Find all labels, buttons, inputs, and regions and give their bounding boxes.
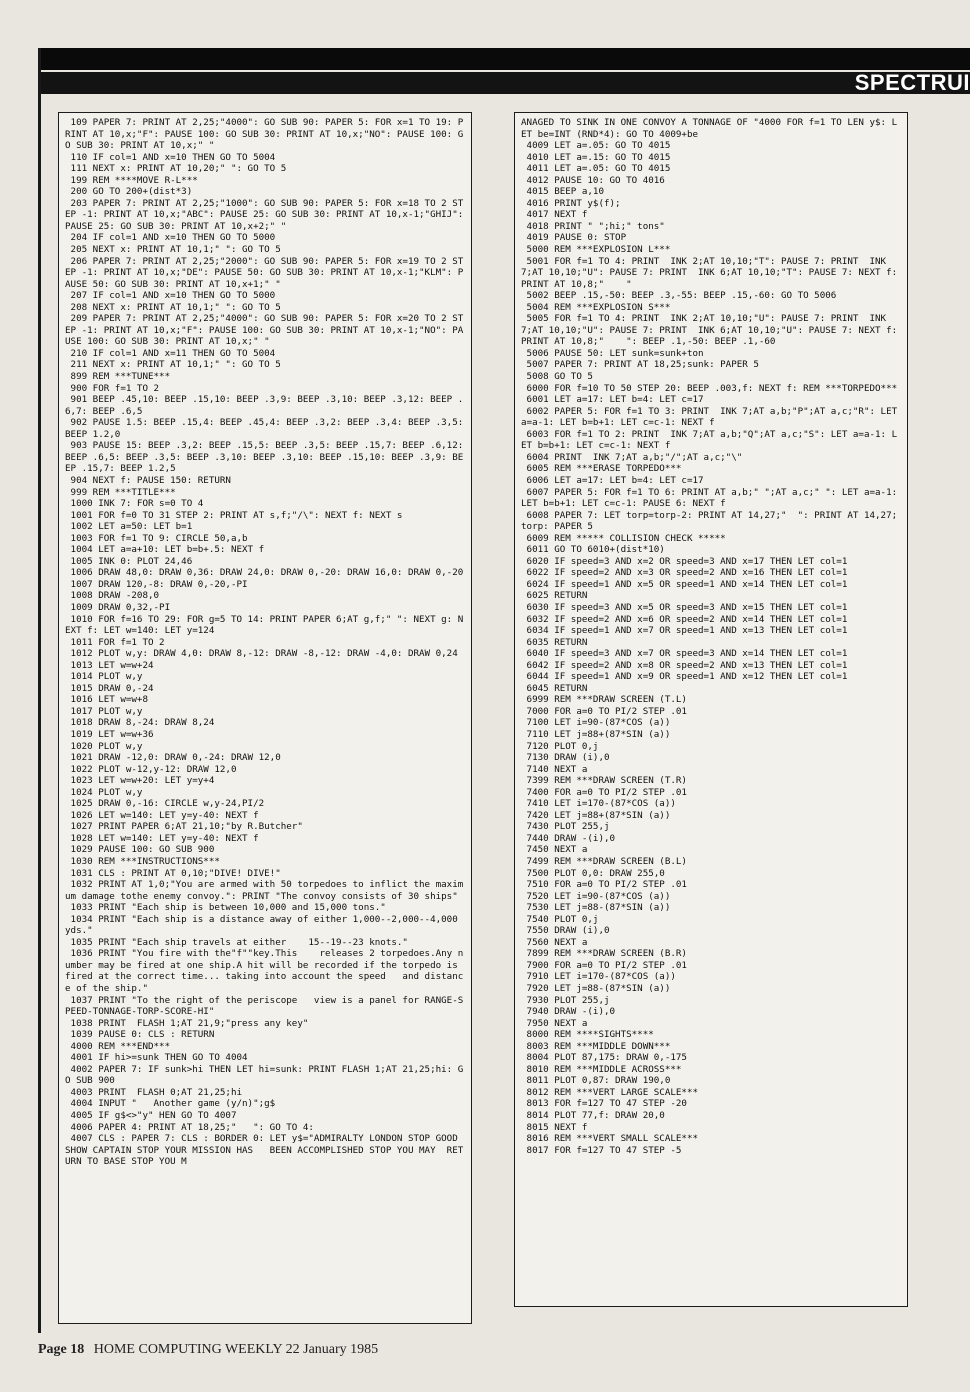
listing-line: 8015 NEXT f xyxy=(521,1121,588,1133)
listing-line: 8014 PLOT 77,f: DRAW 20,0 xyxy=(521,1110,665,1122)
listing-line: 903 PAUSE 15: BEEP .3,2: BEEP .15,5: BEEP .3,5: BEEP .15,7: BEEP .6,12: BEEP .6,5: BEEP .3,5: BEEP .3,10: BEEP .3,10: BEEP .15,10: BEEP .3,9: BEEP .15,7: BEEP 1.2,5 xyxy=(65,440,469,475)
listing-line: 6008 PAPER 7: LET torp=torp-2: PRINT AT 14,27;" ": PRINT AT 14,27;torp: PAPER 5 xyxy=(521,509,898,533)
listing-line: 4012 PAUSE 10: GO TO 4016 xyxy=(521,174,665,186)
listing-line: 4018 PRINT " ";hi;" tons" xyxy=(521,220,665,232)
listing-line: 8004 PLOT 87,175: DRAW 0,-175 xyxy=(521,1052,687,1064)
listing-line: 1028 LET w=140: LET y=y-40: NEXT f xyxy=(65,832,259,844)
listing-line: 6034 IF speed=1 AND x=7 OR speed=1 AND x=13 THEN LET col=1 xyxy=(521,625,848,637)
page-margin-rule xyxy=(38,48,41,1333)
listing-line: 7410 LET i=170-(87*COS (a)) xyxy=(521,798,676,810)
listing-line: 8003 REM ***MIDDLE DOWN*** xyxy=(521,1040,671,1052)
listing-line: 1015 DRAW 0,-24 xyxy=(65,682,154,694)
listing-line: 1022 PLOT w-12,y-12: DRAW 12,0 xyxy=(65,763,237,775)
listing-line: 6022 IF speed=2 AND x=3 OR speed=2 AND x=16 THEN LET col=1 xyxy=(521,567,848,579)
listing-line: 4016 PRINT y$(f); xyxy=(521,197,621,209)
listing-line: 6040 IF speed=3 AND x=7 OR speed=3 AND x=14 THEN LET col=1 xyxy=(521,648,848,660)
listing-line: 5005 FOR f=1 TO 4: PRINT INK 2;AT 10,10;"U": PAUSE 7: PRINT INK 7;AT 10,10;"U": PAUSE 7: PRINT INK 6;AT 10,10;"U": PAUSE 7: NEXT f: PRINT AT 10,8;" ": BEEP .1,-50: BEEP .1,-60 xyxy=(521,313,903,348)
listing-line: 1029 PAUSE 100: GO SUB 900 xyxy=(65,844,215,856)
section-banner xyxy=(38,72,970,94)
listing-line: 7450 NEXT a xyxy=(521,844,588,856)
listing-line: 1001 FOR f=0 TO 31 STEP 2: PRINT AT s,f;"/\": NEXT f: NEXT s xyxy=(65,509,403,521)
listing-line: 6000 FOR f=10 TO 50 STEP 20: BEEP .003,f: NEXT f: REM ***TORPEDO*** xyxy=(521,382,898,394)
listing-line: 4007 CLS : PAPER 7: CLS : BORDER 0: LET y$="ADMIRALTY LONDON STOP GOOD SHOW CAPTAIN STOP YOUR MISSION HAS BEEN ACCOMPLISHED STOP YOU MAY RETURN TO BASE STOP YOU M xyxy=(65,1133,464,1168)
listing-line: 4017 NEXT f xyxy=(521,209,588,221)
listing-line: 1032 PRINT AT 1,0;"You are armed with 50 torpedoes to inflict the maximum damage tothe enemy convoy.": PRINT "The convoy consists of 30 ships" xyxy=(65,879,464,902)
listing-line: 8010 REM ***MIDDLE ACROSS*** xyxy=(521,1063,682,1075)
listing-line: 7430 PLOT 255,j xyxy=(521,821,610,833)
listing-line: 6025 RETURN xyxy=(521,590,588,602)
listing-line: 5006 PAUSE 50: LET sunk=sunk+ton xyxy=(521,347,704,359)
listing-line: 1039 PAUSE 0: CLS : RETURN xyxy=(65,1029,215,1041)
listing-line: 1014 PLOT w,y xyxy=(65,671,143,683)
listing-line: 1013 LET w=w+24 xyxy=(65,659,154,671)
listing-line: 6007 PAPER 5: FOR f=1 TO 6: PRINT AT a,b;" ";AT a,c;" ": LET a=a-1: LET b=b+1: LET c=c-1: PAUSE 6: NEXT f xyxy=(521,486,903,510)
listing-line: 6001 LET a=17: LET b=4: LET c=17 xyxy=(521,394,704,406)
listing-line: 1031 CLS : PRINT AT 0,10;"DIVE! DIVE!" xyxy=(65,867,281,879)
listing-line: 6006 LET a=17: LET b=4: LET c=17 xyxy=(521,474,704,486)
listing-line: 7520 LET i=90-(87*COS (a)) xyxy=(521,890,671,902)
listing-left-column xyxy=(58,112,472,1324)
listing-line: 4015 BEEP a,10 xyxy=(521,186,604,198)
listing-line: 7420 LET j=88+(87*SIN (a)) xyxy=(521,809,671,821)
listing-line: 211 NEXT x: PRINT AT 10,1;" ": GO TO 5 xyxy=(65,359,281,371)
listing-line: 4003 PRINT FLASH 0;AT 21,25;hi xyxy=(65,1086,243,1098)
listing-line: 4006 PAPER 4: PRINT AT 18,25;" ": GO TO 4: xyxy=(65,1121,314,1133)
listing-line: 7550 DRAW (i),0 xyxy=(521,925,610,937)
listing-line: 7540 PLOT 0,j xyxy=(521,913,599,925)
listing-line: 1005 INK 0: PLOT 24,46 xyxy=(65,555,193,567)
listing-line: 7560 NEXT a xyxy=(521,936,588,948)
listing-line: 1000 INK 7: FOR s=0 TO 4 xyxy=(65,498,204,510)
listing-line: 7500 PLOT 0,0: DRAW 255,0 xyxy=(521,867,665,879)
page-number: Page 18 xyxy=(38,1342,85,1357)
listing-line: 6024 IF speed=1 AND x=5 OR speed=1 AND x=14 THEN LET col=1 xyxy=(521,578,848,590)
listing-line: 208 NEXT x: PRINT AT 10,1;" ": GO TO 5 xyxy=(65,301,281,313)
listing-line: 1009 DRAW 0,32,-PI xyxy=(65,601,171,613)
listing-line: 4011 LET a=.05: GO TO 4015 xyxy=(521,163,671,175)
listing-line: 206 PAPER 7: PRINT AT 2,25;"2000": GO SUB 90: PAPER 5: FOR x=19 TO 2 STEP -1: PRINT AT 10,x;"DE": PAUSE 50: GO SUB 30: PRINT AT 10,x-1;"KLM": PAUSE 50: GO SUB 30: PRINT AT 10,x+1;" " xyxy=(65,255,464,290)
listing-line: 1011 FOR f=1 TO 2 xyxy=(65,636,165,648)
listing-line: 6042 IF speed=2 AND x=8 OR speed=2 AND x=13 THEN LET col=1 xyxy=(521,659,848,671)
listing-line: ANAGED TO SINK IN ONE CONVOY A TONNAGE OF "4000 FOR f=1 TO LEN y$: LET be=INT (RND*4): GO TO 4009+be xyxy=(521,117,898,140)
listing-line: 1025 DRAW 0,-16: CIRCLE w,y-24,PI/2 xyxy=(65,798,265,810)
listing-line: 6035 RETURN xyxy=(521,636,588,648)
listing-line: 1002 LET a=50: LET b=1 xyxy=(65,521,193,533)
program-listing-right xyxy=(515,113,907,1156)
listing-line: 4019 PAUSE 0: STOP xyxy=(521,232,627,244)
listing-line: 7140 NEXT a xyxy=(521,763,588,775)
listing-line: 5000 REM ***EXPLOSION L*** xyxy=(521,244,671,256)
listing-line: 8011 PLOT 0,87: DRAW 190,0 xyxy=(521,1075,671,1087)
listing-line: 1012 PLOT w,y: DRAW 4,0: DRAW 8,-12: DRAW -8,-12: DRAW -4,0: DRAW 0,24 xyxy=(65,648,458,660)
listing-line: 7120 PLOT 0,j xyxy=(521,740,599,752)
listing-line: 7400 FOR a=0 TO PI/2 STEP .01 xyxy=(521,786,687,798)
listing-line: 7130 DRAW (i),0 xyxy=(521,752,610,764)
listing-line: 899 REM ***TUNE*** xyxy=(65,371,171,383)
listing-line: 5008 GO TO 5 xyxy=(521,371,593,383)
listing-line: 1038 PRINT FLASH 1;AT 21,9;"press any key" xyxy=(65,1017,309,1029)
listing-line: 205 NEXT x: PRINT AT 10,1;" ": GO TO 5 xyxy=(65,244,281,256)
listing-line: 1030 REM ***INSTRUCTIONS*** xyxy=(65,856,220,867)
listing-line: 900 FOR f=1 TO 2 xyxy=(65,382,160,394)
listing-line: 203 PAPER 7: PRINT AT 2,25;"1000": GO SUB 90: PAPER 5: FOR x=18 TO 2 STEP -1: PRINT AT 10,x;"ABC": PAUSE 25: GO SUB 30: PRINT AT 10,x-1;"GHIJ": PAUSE 25: GO SUB 30: PRINT AT 10,x+2;" " xyxy=(65,197,469,232)
listing-line: 6044 IF speed=1 AND x=9 OR speed=1 AND x=12 THEN LET col=1 xyxy=(521,671,848,683)
listing-line: 7110 LET j=88+(87*SIN (a)) xyxy=(521,728,671,740)
listing-line: 1018 DRAW 8,-24: DRAW 8,24 xyxy=(65,717,215,729)
listing-line: 904 NEXT f: PAUSE 150: RETURN xyxy=(65,474,231,486)
listing-line: 6030 IF speed=3 AND x=5 OR speed=3 AND x=15 THEN LET col=1 xyxy=(521,601,848,613)
listing-line: 4000 REM ***END*** xyxy=(65,1040,171,1052)
program-listing-left xyxy=(59,113,471,1168)
listing-line: 6999 REM ***DRAW SCREEN (T.L) xyxy=(521,694,687,706)
listing-line: 5007 PAPER 7: PRINT AT 18,25;sunk: PAPER 5 xyxy=(521,359,759,371)
listing-line: 1008 DRAW -208,0 xyxy=(65,590,160,602)
listing-line: 7510 FOR a=0 TO PI/2 STEP .01 xyxy=(521,879,687,891)
listing-line: 5002 BEEP .15,-50: BEEP .3,-55: BEEP .15,-60: GO TO 5006 xyxy=(521,290,837,302)
listing-line: 7440 DRAW -(i),0 xyxy=(521,832,616,844)
listing-line: 1020 PLOT w,y xyxy=(65,740,143,752)
listing-line: 1003 FOR f=1 TO 9: CIRCLE 50,a,b xyxy=(65,532,248,544)
listing-line: 1019 LET w=w+36 xyxy=(65,728,154,740)
listing-line: 210 IF col=1 AND x=11 THEN GO TO 5004 xyxy=(65,347,276,359)
listing-line: 4001 IF hi>=sunk THEN GO TO 4004 xyxy=(65,1052,248,1064)
listing-line: 1033 PRINT "Each ship is between 10,000 and 15,000 tons." xyxy=(65,902,386,914)
listing-line: 902 PAUSE 1.5: BEEP .15,4: BEEP .45,4: BEEP .3,2: BEEP .3,4: BEEP .3,5: BEEP 1.2,0 xyxy=(65,417,469,440)
listing-line: 8016 REM ***VERT SMALL SCALE*** xyxy=(521,1133,699,1145)
listing-line: 6003 FOR f=1 TO 2: PRINT INK 7;AT a,b;"Q";AT a,c;"S": LET a=a-1: LET b=b+1: LET c=c-1: NEXT f xyxy=(521,428,898,452)
listing-line: 8013 FOR f=127 TO 47 STEP -20 xyxy=(521,1098,687,1110)
listing-line: 7900 FOR a=0 TO PI/2 STEP .01 xyxy=(521,959,687,971)
listing-line: 5001 FOR f=1 TO 4: PRINT INK 2;AT 10,10;"T": PAUSE 7: PRINT INK 7;AT 10,10;"U": PAUSE 7: PRINT INK 6;AT 10,10;"T": PAUSE 7: NEXT f: PRINT AT 10,8;" " xyxy=(521,255,903,290)
listing-line: 7000 FOR a=0 TO PI/2 STEP .01 xyxy=(521,705,687,717)
listing-line: 199 REM ****MOVE R-L*** xyxy=(65,174,198,186)
listing-line: 7910 LET i=170-(87*COS (a)) xyxy=(521,971,676,983)
listing-line: 7920 LET j=88-(87*SIN (a)) xyxy=(521,983,671,995)
listing-line: 1017 PLOT w,y xyxy=(65,705,143,717)
top-black-bar xyxy=(38,48,970,70)
listing-line: 7899 REM ***DRAW SCREEN (B.R) xyxy=(521,948,687,960)
listing-line: 4004 INPUT " Another game (y/n)";g$ xyxy=(65,1098,276,1110)
section-title: SPECTRUI xyxy=(854,70,970,95)
listing-line: 7100 LET i=90-(87*COS (a)) xyxy=(521,717,671,729)
listing-line: 207 IF col=1 AND x=10 THEN GO TO 5000 xyxy=(65,290,276,302)
publication-name: HOME COMPUTING WEEKLY 22 January 1985 xyxy=(93,1342,379,1357)
listing-line: 8012 REM ***VERT LARGE SCALE*** xyxy=(521,1086,699,1098)
listing-line: 8000 REM ****SIGHTS**** xyxy=(521,1029,654,1041)
listing-line: 4002 PAPER 7: IF sunk>hi THEN LET hi=sunk: PRINT FLASH 1;AT 21,25;hi: GO SUB 900 xyxy=(65,1063,464,1087)
listing-line: 6011 GO TO 6010+(dist*10) xyxy=(521,544,665,556)
listing-line: 1004 LET a=a+10: LET b=b+.5: NEXT f xyxy=(65,544,265,556)
listing-line: 204 IF col=1 AND x=10 THEN GO TO 5000 xyxy=(65,232,276,244)
listing-line: 1036 PRINT "You fire with the"f""key.This releases 2 torpedoes.Any number may be fired at one ship.A hit will be recorded if the torpedo is fired at the correct time... taking into account the speed and distance of the ship." xyxy=(65,948,464,995)
listing-line: 999 REM ***TITLE*** xyxy=(65,486,176,498)
listing-line: 7399 REM ***DRAW SCREEN (T.R) xyxy=(521,775,687,787)
listing-line: 1037 PRINT "To the right of the periscope view is a panel for RANGE-SPEED-TONNAGE-TORP-SCORE-HI" xyxy=(65,994,464,1018)
listing-line: 110 IF col=1 AND x=10 THEN GO TO 5004 xyxy=(65,151,276,163)
listing-line: 1016 LET w=w+8 xyxy=(65,694,148,706)
listing-line: 7940 DRAW -(i),0 xyxy=(521,1006,616,1018)
listing-line: 8017 FOR f=127 TO 47 STEP -5 xyxy=(521,1144,682,1156)
listing-line: 200 GO TO 200+(dist*3) xyxy=(65,186,193,198)
listing-line: 1026 LET w=140: LET y=y-40: NEXT f xyxy=(65,809,259,821)
listing-line: 111 NEXT x: PRINT AT 10,20;" ": GO TO 5 xyxy=(65,163,287,175)
listing-line: 1021 DRAW -12,0: DRAW 0,-24: DRAW 12,0 xyxy=(65,752,281,764)
listing-line: 6002 PAPER 5: FOR f=1 TO 3: PRINT INK 7;AT a,b;"P";AT a,c;"R": LET a=a-1: LET b=b+1: LET c=c-1: NEXT f xyxy=(521,405,903,429)
listing-line: 1007 DRAW 120,-8: DRAW 0,-20,-PI xyxy=(65,578,248,590)
listing-line: 6005 REM ***ERASE TORPEDO*** xyxy=(521,463,682,475)
listing-line: 7499 REM ***DRAW SCREEN (B.L) xyxy=(521,856,687,867)
listing-line: 4009 LET a=.05: GO TO 4015 xyxy=(521,140,671,152)
listing-line: 1010 FOR f=16 TO 29: FOR g=5 TO 14: PRINT PAPER 6;AT g,f;" ": NEXT g: NEXT f: LET w=140: LET y=124 xyxy=(65,613,464,637)
listing-right-column xyxy=(514,112,908,1307)
listing-line: 7930 PLOT 255,j xyxy=(521,994,610,1006)
listing-line: 7950 NEXT a xyxy=(521,1017,588,1029)
page-footer xyxy=(38,1340,378,1360)
listing-line: 1035 PRINT "Each ship travels at either 15--19--23 knots." xyxy=(65,936,408,948)
listing-line: 6045 RETURN xyxy=(521,682,588,694)
listing-line: 209 PAPER 7: PRINT AT 2,25;"4000": GO SUB 90: PAPER 5: FOR x=20 TO 2 STEP -1: PRINT AT 10,x;"F": PAUSE 100: GO SUB 30: PRINT AT 10,x-1;"NO": PAUSE 100: GO SUB 30: PRINT AT 10,x;" " xyxy=(65,313,464,348)
listing-line: 1006 DRAW 48,0: DRAW 0,36: DRAW 24,0: DRAW 0,-20: DRAW 16,0: DRAW 0,-20 xyxy=(65,567,464,579)
listing-line: 7530 LET j=88-(87*SIN (a)) xyxy=(521,902,671,914)
listing-line: 4005 IF g$<>"y" HEN GO TO 4007 xyxy=(65,1110,237,1122)
listing-line: 6004 PRINT INK 7;AT a,b;"/";AT a,c;"\" xyxy=(521,451,743,463)
listing-line: 4010 LET a=.15: GO TO 4015 xyxy=(521,151,671,163)
listing-line: 1024 PLOT w,y xyxy=(65,786,143,798)
listing-line: 6032 IF speed=2 AND x=6 OR speed=2 AND x=14 THEN LET col=1 xyxy=(521,613,848,625)
listing-line: 1027 PRINT PAPER 6;AT 21,10;"by R.Butcher" xyxy=(65,821,303,833)
listing-line: 901 BEEP .45,10: BEEP .15,10: BEEP .3,9: BEEP .3,10: BEEP .3,12: BEEP .6,7: BEEP .6,5 xyxy=(65,394,464,417)
listing-line: 1023 LET w=w+20: LET y=y+4 xyxy=(65,775,215,787)
listing-line: 109 PAPER 7: PRINT AT 2,25;"4000": GO SUB 90: PAPER 5: FOR x=1 TO 19: PRINT AT 10,x;"F": PAUSE 100: GO SUB 30: PRINT AT 10,x;"NO": PAUSE 100: GO SUB 30: PRINT AT 10,x;" " xyxy=(65,117,464,152)
listing-line: 6020 IF speed=3 AND x=2 OR speed=3 AND x=17 THEN LET col=1 xyxy=(521,555,848,567)
listing-line: 5004 REM ***EXPLOSION S*** xyxy=(521,301,671,313)
listing-line: 6009 REM ***** COLLISION CHECK ***** xyxy=(521,532,726,544)
listing-line: 1034 PRINT "Each ship is a distance away of either 1,000--2,000--4,000 yds." xyxy=(65,913,464,937)
